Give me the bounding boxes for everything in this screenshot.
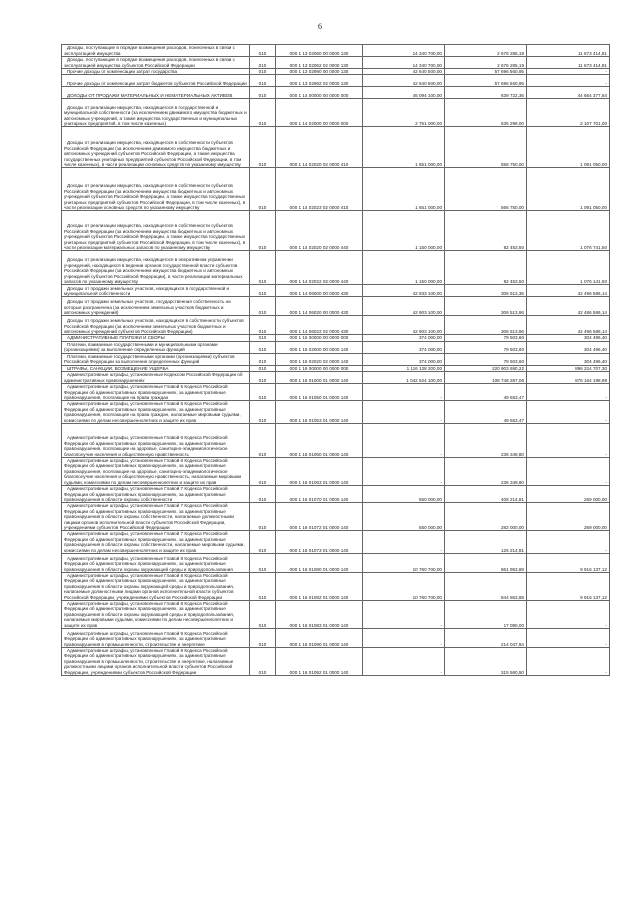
row-kbk-cell: 000 1 16 01073 01 0000 140	[276, 531, 363, 554]
row-code-cell: 010	[250, 648, 276, 676]
row-name-cell: Административные штрафы, установленные Кодексом Российской Федерации об административных правонарушениях	[62, 372, 250, 384]
table-row	[62, 168, 610, 211]
row-plan-cell: 42 640 500,00	[363, 69, 445, 75]
row-remainder-cell: 896 224 707,30	[527, 365, 610, 371]
row-code-cell: 010	[250, 127, 276, 168]
row-remainder-cell: -	[527, 69, 610, 75]
row-kbk-cell: 000 1 14 02020 02 0000 410	[276, 127, 363, 168]
row-code-cell: 010	[250, 316, 276, 335]
row-remainder-cell: -	[527, 75, 610, 87]
row-name-cell: Доходы, поступающие в порядке возмещения расходов, понесенных в связи с эксплуатацией имущества	[62, 45, 250, 57]
table-row	[62, 372, 610, 384]
row-remainder-cell: 42 486 586,14	[527, 297, 610, 316]
row-code-cell: 010	[250, 285, 276, 297]
row-kbk-cell: 000 1 16 01063 01 0000 140	[276, 458, 363, 486]
row-plan-cell: 2 751 000,00	[363, 99, 445, 127]
row-remainder-cell: 2 107 701,00	[527, 99, 610, 127]
row-remainder-cell: 1 091 050,00	[527, 127, 610, 168]
row-remainder-cell: -	[527, 531, 610, 554]
row-code-cell: 010	[250, 531, 276, 554]
row-kbk-cell: 000 1 16 01080 01 0000 140	[276, 553, 363, 572]
row-fact-cell: 408 214,81	[445, 486, 527, 503]
row-remainder-cell: -	[527, 629, 610, 648]
table-row	[62, 648, 610, 676]
row-name-cell: Административные штрафы, установленные Главой 9 Кодекса Российской Федерации об административных правонарушениях, за административные правонарушения в промышленности, строительстве и энергетике	[62, 629, 250, 648]
row-plan-cell: 10 760 700,00	[363, 553, 445, 572]
row-fact-cell: 214 047,94	[445, 629, 527, 648]
row-plan-cell: 1 651 000,00	[363, 127, 445, 168]
row-name-cell: Прочие доходы от компенсации затрат бюджетов субъектов Российской Федерации	[62, 75, 250, 87]
row-name-cell: Административные штрафы, установленные Главой 8 Кодекса Российской Федерации об административных правонарушениях, за административные правонарушения в области охраны окружающей среды и природопользования, налагаемые должностными лицами органов исполнительной власти субъектов Российской Федерации, учреждениями субъектов Российской Федерации	[62, 572, 250, 600]
row-kbk-cell: 000 1 16 01070 01 0000 140	[276, 486, 363, 503]
row-plan-cell: 42 933 100,00	[363, 285, 445, 297]
row-code-cell: 010	[250, 335, 276, 341]
row-kbk-cell: 000 1 16 01000 01 0000 140	[276, 372, 363, 384]
row-name-cell: Административные штрафы, установленные Главой 8 Кодекса Российской Федерации об административных правонарушениях, за административные правонарушения в области охраны окружающей среды и природопользования, налагаемые мировыми судьями, комиссиями по делам несовершеннолетних и защите их прав	[62, 601, 250, 629]
row-plan-cell: 374 000,00	[363, 341, 445, 353]
row-code-cell: 010	[250, 211, 276, 251]
row-fact-cell: 639 722,36	[445, 87, 527, 99]
row-fact-cell: 306 513,36	[445, 285, 527, 297]
row-plan-cell: 550 000,00	[363, 503, 445, 531]
row-code-cell: 010	[250, 87, 276, 99]
row-plan-cell: 1 651 000,00	[363, 168, 445, 211]
table-row	[62, 316, 610, 335]
row-name-cell: Административные штрафы, установленные Главой 6 Кодекса Российской Федерации об административных правонарушениях, за административные правонарушения, посягающие на права граждан, налагаемые мировыми судьями, комиссиями по делам несовершеннолетних и защите их прав	[62, 401, 250, 424]
row-plan-cell: 42 903 100,00	[363, 297, 445, 316]
row-name-cell: Административные штрафы, установленные Главой 9 Кодекса Российской Федерации об административных правонарушениях, за административные правонарушения в промышленности, строительстве и энергетике, налагаемые должностными лицами органов исполнительной власти субъектов Российской Федерации, учреждениями субъектов Российской Федерации	[62, 648, 250, 676]
row-remainder-cell: -	[527, 648, 610, 676]
row-plan-cell: 1 150 000,00	[363, 251, 445, 285]
table-row	[62, 486, 610, 503]
row-fact-cell: 82 453,50	[445, 251, 527, 285]
row-fact-cell: 220 903 690,22	[445, 365, 527, 371]
row-plan-cell: -	[363, 401, 445, 424]
table-row	[62, 285, 610, 297]
row-code-cell: 010	[250, 341, 276, 353]
row-kbk-cell: 000 1 14 00000 00 0000 000	[276, 87, 363, 99]
row-kbk-cell: 000 1 16 01053 01 0000 140	[276, 401, 363, 424]
row-fact-cell: 2 676 285,19	[445, 57, 527, 69]
row-kbk-cell: 000 1 14 06020 00 0000 430	[276, 297, 363, 316]
row-fact-cell: 844 863,88	[445, 572, 527, 600]
row-remainder-cell: -	[527, 424, 610, 458]
row-plan-cell: 42 903 100,00	[363, 316, 445, 335]
row-code-cell: 010	[250, 99, 276, 127]
table-row	[62, 424, 610, 458]
row-kbk-cell: 000 1 16 01082 01 0000 140	[276, 572, 363, 600]
table-row	[62, 297, 610, 316]
row-kbk-cell: 000 1 16 01092 01 0000 140	[276, 648, 363, 676]
row-kbk-cell: 000 1 15 02000 00 0000 140	[276, 341, 363, 353]
table-row	[62, 211, 610, 251]
row-remainder-cell: 42 496 586,14	[527, 316, 610, 335]
row-fact-cell: 558 750,00	[445, 127, 527, 168]
row-kbk-cell: 000 1 14 06000 00 0000 430	[276, 285, 363, 297]
table-row	[62, 341, 610, 353]
row-fact-cell: 49 553,47	[445, 401, 527, 424]
row-plan-cell: -	[363, 458, 445, 486]
row-plan-cell: -	[363, 648, 445, 676]
row-fact-cell: 79 503,60	[445, 353, 527, 365]
row-plan-cell: -	[363, 424, 445, 458]
row-code-cell: 010	[250, 629, 276, 648]
row-plan-cell: -	[363, 629, 445, 648]
row-code-cell: 010	[250, 572, 276, 600]
row-fact-cell: 315 560,50	[445, 648, 527, 676]
table-row	[62, 531, 610, 554]
table-row	[62, 57, 610, 69]
row-fact-cell: 125 214,81	[445, 531, 527, 554]
row-remainder-cell: -	[527, 401, 610, 424]
table-row	[62, 572, 610, 600]
row-name-cell: ДОХОДЫ ОТ ПРОДАЖИ МАТЕРИАЛЬНЫХ И НЕМАТЕРИАЛЬНЫХ АКТИВОВ	[62, 87, 250, 99]
table-row	[62, 45, 610, 57]
table-row	[62, 251, 610, 285]
table-row	[62, 458, 610, 486]
row-kbk-cell: 000 1 15 02020 02 0000 140	[276, 353, 363, 365]
row-name-cell: Административные штрафы, установленные Главой 5 Кодекса Российской Федерации об административных правонарушениях, за административные правонарушения, посягающие на права граждан	[62, 384, 250, 401]
row-code-cell: 010	[250, 553, 276, 572]
row-fact-cell: 861 953,88	[445, 553, 527, 572]
table-row	[62, 503, 610, 531]
row-code-cell: 010	[250, 168, 276, 211]
row-remainder-cell: 269 000,00	[527, 486, 610, 503]
row-kbk-cell: 000 1 13 02990 00 0000 130	[276, 69, 363, 75]
row-code-cell: 010	[250, 45, 276, 57]
row-kbk-cell: 000 1 16 01060 01 0000 140	[276, 424, 363, 458]
table-row	[62, 553, 610, 572]
row-plan-cell: 14 340 700,00	[363, 45, 445, 57]
row-remainder-cell: 304 496,40	[527, 335, 610, 341]
row-plan-cell: 42 640 500,00	[363, 75, 445, 87]
row-name-cell: Административные штрафы, установленные Главой 6 Кодекса Российской Федерации об административных правонарушениях, за административные правонарушения, посягающие на здоровье, санитарно-эпидемиологическое благополучие населения и общественную нравственность	[62, 424, 250, 458]
row-fact-cell: 108 748 287,06	[445, 372, 527, 384]
row-code-cell: 010	[250, 424, 276, 458]
row-code-cell: 010	[250, 503, 276, 531]
row-plan-cell: 10 760 700,00	[363, 572, 445, 600]
row-plan-cell: -	[363, 384, 445, 401]
row-code-cell: 010	[250, 353, 276, 365]
row-name-cell: Административные штрафы, установленные Главой 6 Кодекса Российской Федерации об административных правонарушениях, за административные правонарушения, посягающие на здоровье, санитарно-эпидемиологическое благополучие населения и общественную нравственность, налагаемые мировыми судьями, комиссиями по делам несовершеннолетних и защите их прав	[62, 458, 250, 486]
row-name-cell: Платежи, взимаемые государственными органами (организациями) субъектов Российской Федерации за выполнение определенных функций	[62, 353, 250, 365]
table-row	[62, 87, 610, 99]
row-fact-cell: 566 750,00	[445, 168, 527, 211]
row-kbk-cell: 000 1 16 01072 01 0000 140	[276, 503, 363, 531]
row-fact-cell: 79 503,60	[445, 341, 527, 353]
row-kbk-cell: 000 1 14 02023 02 0000 410	[276, 168, 363, 211]
row-plan-cell: 374 000,00	[363, 335, 445, 341]
row-name-cell: Административные штрафы, установленные Главой 8 Кодекса Российской Федерации об административных правонарушениях, за административные правонарушения в области охраны окружающей среды и природопользования	[62, 553, 250, 572]
row-fact-cell: 82 453,50	[445, 211, 527, 251]
row-fact-cell: 17 090,00	[445, 601, 527, 629]
row-remainder-cell: 11 673 414,81	[527, 45, 610, 57]
row-fact-cell: 57 696 560,95	[445, 75, 527, 87]
row-fact-cell: 79 503,60	[445, 335, 527, 341]
row-plan-cell: 14 340 700,00	[363, 57, 445, 69]
row-name-cell: Доходы от продажи земельных участков, находящихся в собственности субъектов Российской Федерации (за исключением земельных участков бюджетных и автономных учреждений субъектов Российской Федерации)	[62, 316, 250, 335]
row-kbk-cell: 000 1 15 00000 00 0000 000	[276, 335, 363, 341]
row-fact-cell: 306 513,86	[445, 297, 527, 316]
row-name-cell: Доходы от продажи земельных участков, государственная собственность на которые разграничена (за исключением земельных участков бюджетных и автономных учреждений)	[62, 297, 250, 316]
row-code-cell: 010	[250, 401, 276, 424]
row-name-cell: Доходы от реализации имущества, находящегося в собственности субъектов Российской Федерации (за исключением имущества бюджетных и автономных учреждений субъектов Российской Федерации, а также имущества государственных унитарных предприятий субъектов Российской Федерации, в том числе казенных), в части реализации материальных запасов по указанному имуществу	[62, 211, 250, 251]
row-name-cell: Административные штрафы, установленные Главой 7 Кодекса Российской Федерации об административных правонарушениях, за административные правонарушения в области охраны собственности, налагаемые мировыми судьями, комиссиями по делам несовершеннолетних и защите их прав	[62, 531, 250, 554]
table-body	[62, 45, 610, 676]
row-plan-cell: 550 000,00	[363, 486, 445, 503]
row-kbk-cell: 000 1 16 01083 01 0000 140	[276, 601, 363, 629]
row-kbk-cell: 000 1 13 02992 02 0000 130	[276, 75, 363, 87]
row-plan-cell: 1 150 000,00	[363, 211, 445, 251]
row-code-cell: 010	[250, 601, 276, 629]
row-plan-cell: 374 000,00	[363, 353, 445, 365]
row-remainder-cell: -	[527, 384, 610, 401]
row-code-cell: 010	[250, 458, 276, 486]
row-remainder-cell: 269 000,00	[527, 503, 610, 531]
row-kbk-cell: 000 1 14 06022 02 0000 430	[276, 316, 363, 335]
row-remainder-cell: 9 916 137,12	[527, 553, 610, 572]
row-remainder-cell: 1 076 741,50	[527, 211, 610, 251]
row-name-cell: АДМИНИСТРАТИВНЫЕ ПЛАТЕЖИ И СБОРЫ	[62, 335, 250, 341]
row-name-cell: Доходы, поступающие в порядке возмещения расходов, понесенных в связи с эксплуатацией имущества субъектов Российской Федерации	[62, 57, 250, 69]
income-report-table	[61, 44, 610, 676]
row-fact-cell: 236 349,80	[445, 458, 527, 486]
row-remainder-cell: 9 916 137,12	[527, 572, 610, 600]
row-remainder-cell: 304 496,40	[527, 341, 610, 353]
row-code-cell: 010	[250, 384, 276, 401]
table-row	[62, 384, 610, 401]
row-kbk-cell: 000 1 13 02060 00 0000 130	[276, 45, 363, 57]
row-code-cell: 010	[250, 372, 276, 384]
row-remainder-cell: 304 496,40	[527, 353, 610, 365]
table-row	[62, 401, 610, 424]
row-kbk-cell: 000 1 14 02000 00 0000 000	[276, 99, 363, 127]
row-plan-cell: -	[363, 531, 445, 554]
row-fact-cell: 49 553,47	[445, 384, 527, 401]
row-code-cell: 010	[250, 69, 276, 75]
row-kbk-cell: 000 1 14 02022 02 0000 440	[276, 251, 363, 285]
row-name-cell: Доходы от продажи земельных участков, находящихся в государственной и муниципальной собственности	[62, 285, 250, 297]
row-name-cell: Административные штрафы, установленные Главой 7 Кодекса Российской Федерации об административных правонарушениях, за административные правонарушения в области охраны собственности, налагаемые должностными лицами органов исполнительной власти субъектов Российской Федерации, учреждениями субъектов Российской Федерации	[62, 503, 250, 531]
row-code-cell: 010	[250, 57, 276, 69]
row-remainder-cell: -	[527, 601, 610, 629]
row-fact-cell: 236 349,80	[445, 424, 527, 458]
row-plan-cell: 45 094 100,00	[363, 87, 445, 99]
row-remainder-cell: 1 091 050,00	[527, 168, 610, 211]
row-fact-cell: 57 696 560,95	[445, 69, 527, 75]
row-fact-cell: 306 513,86	[445, 316, 527, 335]
row-remainder-cell: 11 673 414,81	[527, 57, 610, 69]
row-code-cell: 010	[250, 251, 276, 285]
table-row	[62, 75, 610, 87]
page-number: 6	[318, 22, 322, 31]
row-name-cell: Административные штрафы, установленные Главой 7 Кодекса Российской Федерации об административных правонарушениях, за административные правонарушения в области охраны собственности	[62, 486, 250, 503]
row-remainder-cell: 876 164 198,98	[527, 372, 610, 384]
row-name-cell: Доходы от реализации имущества, находящегося в собственности субъектов Российской Федерации (за исключением движимого имущества бюджетных и автономных учреждений субъектов Российской Федерации, а также имущества государственных унитарных предприятий субъектов Российской Федерации, в том числе казенных), в части реализации основных средств по указанному имуществу	[62, 127, 250, 168]
row-remainder-cell: 1 076 141,50	[527, 251, 610, 285]
row-fact-cell: 635 299,00	[445, 99, 527, 127]
row-fact-cell: 2 676 285,19	[445, 45, 527, 57]
table-row	[62, 629, 610, 648]
row-fact-cell: 282 000,00	[445, 503, 527, 531]
row-code-cell: 010	[250, 365, 276, 371]
row-kbk-cell: 000 1 13 02062 02 0000 130	[276, 57, 363, 69]
row-kbk-cell: 000 1 16 00000 00 0000 000	[276, 365, 363, 371]
table-row	[62, 601, 610, 629]
row-remainder-cell: 44 664 377,64	[527, 87, 610, 99]
row-name-cell: Доходы от реализации имущества, находящегося в оперативном управлении учреждений, находящихся в ведении органов государственной власти субъектов Российской Федерации (за исключением имущества бюджетных и автономных учреждений субъектов Российской Федерации), в части реализации материальных запасов по указанному имуществу	[62, 251, 250, 285]
row-code-cell: 010	[250, 75, 276, 87]
table-row	[62, 353, 610, 365]
row-code-cell: 010	[250, 486, 276, 503]
row-kbk-cell: 000 1 16 01050 01 0000 140	[276, 384, 363, 401]
table-row	[62, 99, 610, 127]
table-row	[62, 127, 610, 168]
row-name-cell: ШТРАФЫ, САНКЦИИ, ВОЗМЕЩЕНИЕ УЩЕРБА	[62, 365, 250, 371]
row-name-cell: Доходы от реализации имущества, находящегося в собственности субъектов Российской Федерации (за исключением имущества бюджетных и автономных учреждений субъектов Российской Федерации, а также имущества государственных унитарных предприятий субъектов Российской Федерации, в том числе казенных), в части реализации основных средств по указанному имуществу	[62, 168, 250, 211]
row-name-cell: Доходы от реализации имущества, находящегося в государственной и муниципальной собственности (за исключением движимого имущества бюджетных и автономных учреждений, а также имущества государственных и муниципальных унитарных предприятий, в том числе казенных)	[62, 99, 250, 127]
row-plan-cell: 1 116 128 200,00	[363, 365, 445, 371]
row-remainder-cell: -	[527, 458, 610, 486]
row-code-cell: 010	[250, 297, 276, 316]
row-name-cell: Прочие доходы от компенсации затрат государства	[62, 69, 250, 75]
row-plan-cell: -	[363, 601, 445, 629]
row-kbk-cell: 000 1 16 01090 01 0000 140	[276, 629, 363, 648]
row-remainder-cell: 42 496 586,14	[527, 285, 610, 297]
row-plan-cell: 1 042 524 100,00	[363, 372, 445, 384]
row-name-cell: Платежи, взимаемые государственными и муниципальными органами (организациями) за выполнение определенных функций	[62, 341, 250, 353]
row-kbk-cell: 000 1 14 02020 02 0000 440	[276, 211, 363, 251]
